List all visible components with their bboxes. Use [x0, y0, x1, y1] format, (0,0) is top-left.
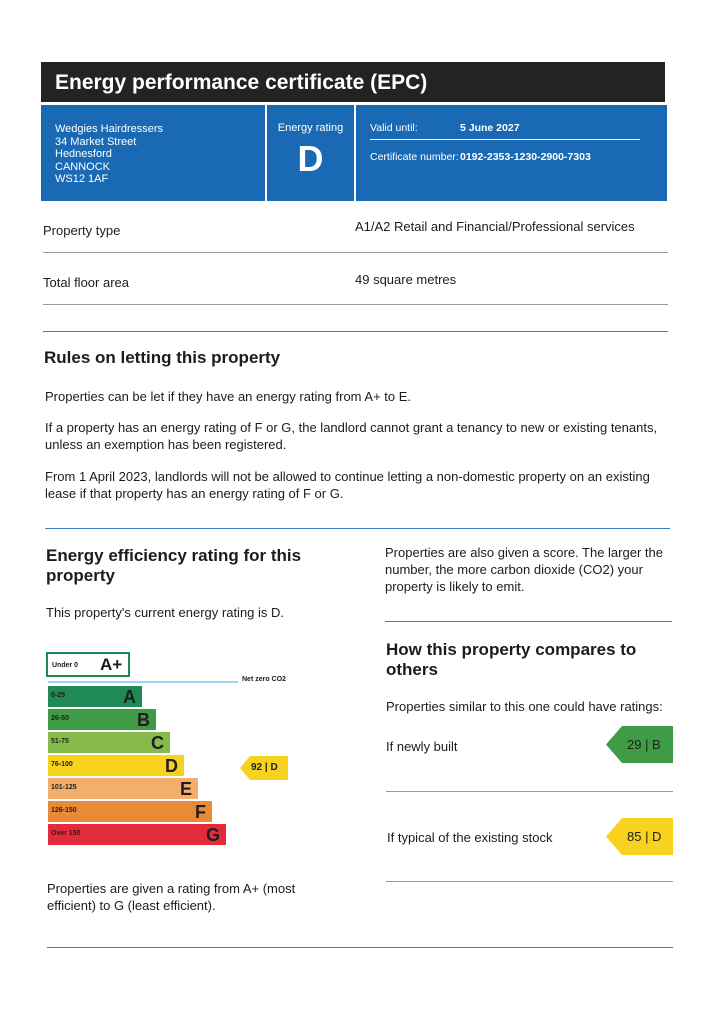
newly-built-label: If newly built: [386, 739, 458, 754]
address-line: 34 Market Street: [55, 135, 137, 148]
band-letter: G: [205, 825, 220, 845]
certificate-number-value: 0192-2353-1230-2900-7303: [460, 151, 591, 163]
band-range: Under 0: [52, 662, 79, 669]
rules-paragraph: From 1 April 2023, landlords will not be allowed to continue letting a non-domestic property on an existing lease if that property has an energy rating of F or G.: [45, 469, 650, 501]
rating-scale-footnote: Properties are given a rating from A+ (most efficient) to G (least efficient).: [47, 881, 296, 913]
property-type-value: A1/A2 Retail and Financial/Professional services: [355, 219, 635, 234]
section-divider: [45, 528, 670, 529]
band-range: 26-50: [51, 715, 69, 722]
band-range: 51-75: [51, 738, 69, 745]
net-zero-line: [48, 681, 238, 683]
energy-rating-label: Energy rating: [277, 122, 344, 134]
band-range: 0-25: [51, 692, 66, 699]
divider: [43, 304, 668, 305]
address-line: Hednesford: [55, 148, 112, 160]
band-letter: D: [165, 756, 178, 776]
certificate-title: Energy performance certificate (EPC): [41, 62, 665, 102]
newly-built-score: [606, 726, 673, 763]
rating-band-aplus: [46, 652, 130, 677]
rating-band-d: [48, 755, 184, 776]
certificate-number-label: Certificate number:: [370, 151, 459, 163]
typical-stock-score-label: 85 | D: [627, 829, 662, 844]
band-letter: C: [151, 733, 164, 753]
rules-paragraph: Properties can be let if they have an energy rating from A+ to E.: [45, 389, 412, 404]
divider: [43, 252, 668, 253]
divider: [385, 621, 672, 622]
rating-band-f: [48, 801, 212, 822]
floor-area-value: 49 square metres: [355, 272, 457, 287]
address-line: Wedgies Hairdressers: [55, 123, 164, 135]
band-range: Over 150: [51, 830, 81, 837]
rules-heading: Rules on letting this property: [44, 348, 281, 367]
band-letter: B: [137, 710, 150, 730]
current-score-label: 92 | D: [251, 762, 278, 773]
rating-band-a: [48, 686, 142, 707]
band-range: 126-150: [51, 807, 77, 814]
band-range: 101-125: [51, 784, 77, 791]
rating-band-b: [48, 709, 156, 730]
address-line: WS12 1AF: [55, 173, 109, 185]
band-letter: A: [123, 687, 136, 707]
address-line: CANNOCK: [55, 160, 111, 173]
info-divider: [370, 139, 640, 140]
certificate-info-box: [356, 105, 667, 201]
rules-paragraph: If a property has an energy rating of F or G, the landlord cannot grant a tenancy to new or existing tenants, unless an exemption has been registered.: [45, 420, 658, 452]
compare-heading: How this property compares to others: [386, 640, 637, 679]
property-type-label: Property type: [43, 223, 121, 238]
section-divider: [47, 947, 673, 948]
newly-built-score-label: 29 | B: [627, 737, 661, 752]
typical-stock-label: If typical of the existing stock: [387, 830, 553, 845]
current-score-pointer: [240, 756, 288, 780]
band-letter: E: [179, 779, 192, 799]
band-letter: F: [195, 802, 206, 822]
energy-rating-box: [267, 105, 354, 201]
property-address: [41, 105, 265, 201]
energy-rating-value: D: [297, 138, 324, 179]
current-rating-text: This property's current energy rating is D.: [46, 605, 285, 620]
net-zero-label: Net zero CO2: [242, 676, 286, 683]
band-range: 76-100: [51, 761, 73, 768]
typical-stock-score: [606, 818, 673, 855]
score-explanation: Properties are also given a score. The larger the number, the more carbon dioxide (CO2) your property is likely to emit.: [385, 545, 663, 594]
section-divider: [43, 331, 668, 332]
rating-band-g: [48, 824, 226, 845]
divider: [386, 881, 673, 882]
valid-until-value: 5 June 2027: [460, 122, 520, 134]
rating-band-e: [48, 778, 198, 799]
rating-band-c: [48, 732, 170, 753]
band-letter: A+: [100, 655, 123, 674]
floor-area-label: Total floor area: [43, 275, 129, 290]
efficiency-heading: Energy efficiency rating for this property: [46, 546, 302, 585]
valid-until-label: Valid until:: [370, 122, 418, 134]
compare-intro: Properties similar to this one could have ratings:: [386, 699, 663, 714]
divider: [386, 791, 673, 792]
